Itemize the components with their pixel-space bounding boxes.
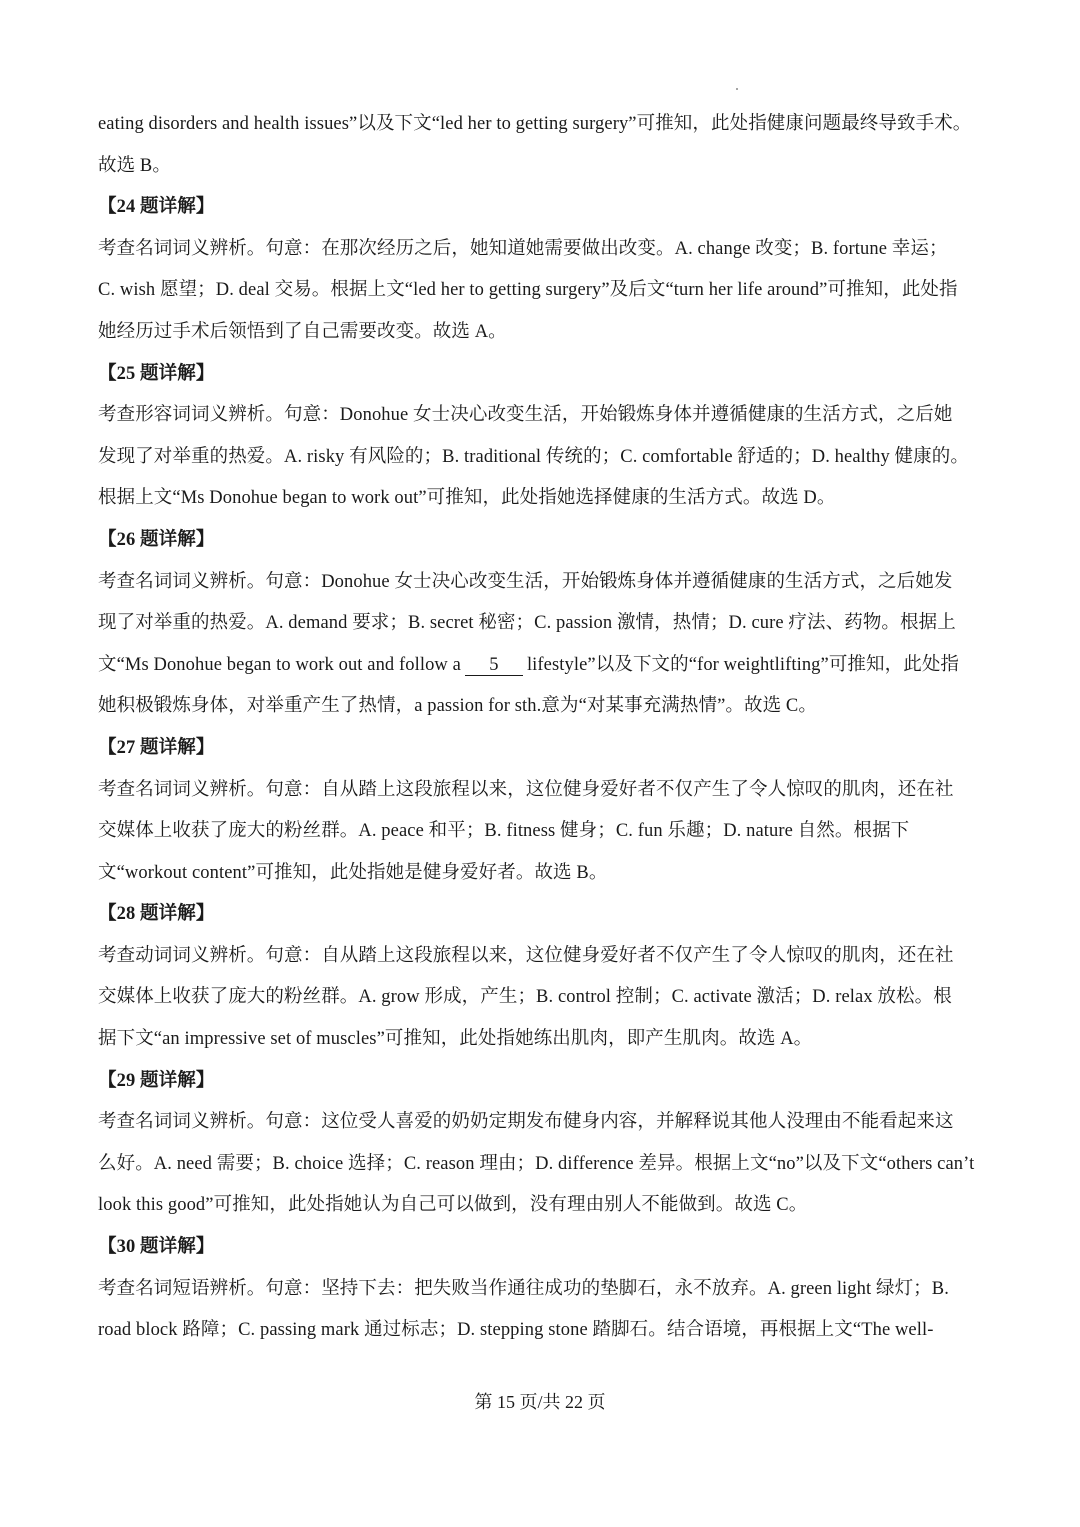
scan-speck (736, 88, 738, 90)
paragraph-line: road block 路障；C. passing mark 通过标志；D. stepping stone 踏脚石。结合语境，再根据上文“The well- (98, 1320, 934, 1341)
paragraph-line: 根据上文“Ms Donohue began to work out”可推知，此处指她选择健康的生活方式。故选 D。 (98, 488, 836, 509)
paragraph-line: 考查名词词义辨析。句意：这位受人喜爱的奶奶定期发布健身内容，并解释说其他人没理由不能看起来这 (98, 1112, 954, 1133)
section-heading: 【30 题详解】 (98, 1237, 215, 1258)
paragraph-line: 考查名词词义辨析。句意：Donohue 女士决心改变生活，开始锻炼身体并遵循健康的生活方式，之后她发 (98, 571, 953, 592)
section-heading: 【26 题详解】 (98, 529, 215, 550)
paragraph-line: 发现了对举重的热爱。A. risky 有风险的；B. traditional 传统的；C. comfortable 舒适的；D. healthy 健康的。 (98, 446, 969, 467)
paragraph-line: 考查名词短语辨析。句意：坚持下去：把失败当作通往成功的垫脚石，永不放弃。A. green light 绿灯；B. (98, 1278, 949, 1299)
paragraph-line: 文“workout content”可推知，此处指她是健身爱好者。故选 B。 (98, 862, 608, 883)
paragraph-line (98, 645, 982, 687)
section-heading: 【27 题详解】 (98, 737, 215, 758)
section-heading: 【28 题详解】 (98, 904, 215, 925)
line-text-after-blank: lifestyle”以及下文的“for weightlifting”可推知，此处指 (526, 654, 960, 675)
paragraph-line: 交媒体上收获了庞大的粉丝群。A. peace 和平；B. fitness 健身；C. fun 乐趣；D. nature 自然。根据下 (98, 821, 910, 842)
paragraph-line: eating disorders and health issues”以及下文“led her to getting surgery”可推知，此处指健康问题最终导致手术。 (98, 114, 972, 134)
paragraph-line: 考查形容词词义辨析。句意：Donohue 女士决心改变生活，开始锻炼身体并遵循健康的生活方式，之后她 (98, 405, 953, 426)
paragraph-line: 交媒体上收获了庞大的粉丝群。A. grow 形成，产生；B. control 控制；C. activate 激活；D. relax 放松。根 (98, 987, 952, 1008)
page-footer: 第 15 页/共 22 页 (474, 1392, 606, 1412)
section-heading: 【24 题详解】 (98, 197, 215, 218)
line-text: 文“Ms Donohue began to work out and follow a (98, 654, 461, 675)
paragraph-line: 考查名词词义辨析。句意：自从踏上这段旅程以来，这位健身爱好者不仅产生了令人惊叹的肌肉，还在社 (98, 779, 954, 800)
section-heading: 【29 题详解】 (98, 1070, 215, 1091)
paragraph-line: 考查动词词义辨析。句意：自从踏上这段旅程以来，这位健身爱好者不仅产生了令人惊叹的肌肉，还在社 (98, 945, 954, 966)
paragraph-line: 考查名词词义辨析。句意：在那次经历之后，她知道她需要做出改变。A. change 改变；B. fortune 幸运； (98, 238, 948, 259)
paragraph-line: look this good”可推知，此处指她认为自己可以做到，没有理由别人不能做到。故选 C。 (98, 1195, 808, 1216)
paragraph-line: 她经历过手术后领悟到了自己需要改变。故选 A。 (98, 321, 507, 342)
section-heading: 【25 题详解】 (98, 363, 215, 384)
paragraph-line: 据下文“an impressive set of muscles”可推知，此处指她练出肌肉，即产生肌肉。故选 A。 (98, 1029, 813, 1050)
paragraph-line: 她积极锻炼身体，对举重产生了热情，a passion for sth.意为“对某事充满热情”。故选 C。 (98, 696, 817, 717)
fill-blank: 5 (465, 655, 523, 676)
paragraph-line: 么好。A. need 需要；B. choice 选择；C. reason 理由；D. difference 差异。根据上文“no”以及下文“others can’t (98, 1153, 975, 1174)
answer-explanations (98, 104, 982, 1352)
paragraph-line: C. wish 愿望；D. deal 交易。根据上文“led her to getting surgery”及后文“turn her life around”可推知，此处指 (98, 280, 958, 301)
paragraph-line: 故选 B。 (98, 155, 171, 176)
paragraph-line: 现了对举重的热爱。A. demand 要求；B. secret 秘密；C. passion 激情，热情；D. cure 疗法、药物。根据上 (98, 613, 956, 634)
